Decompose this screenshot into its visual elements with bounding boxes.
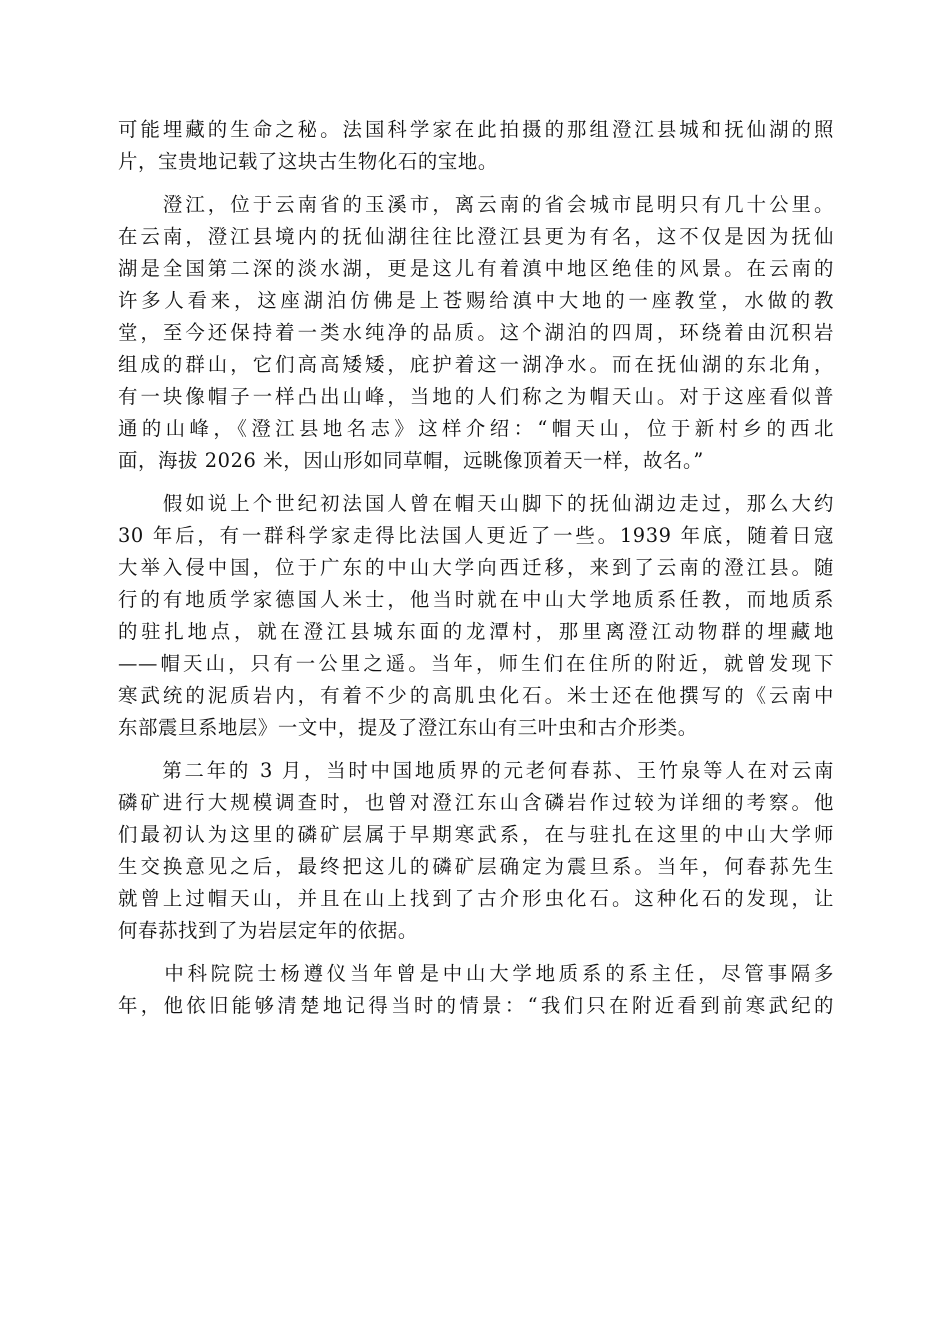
text-line: 何春荪找到了为岩层定年的依据。 <box>118 919 418 942</box>
text-line: ——帽天山，只有一公里之遥。当年，师生们在住所的附近，就曾发现下 <box>118 652 834 675</box>
text-line: 就曾上过帽天山，并且在山上找到了古介形虫化石。这种化石的发现，让 <box>118 887 834 910</box>
text-line: 第二年的 3 月，当时中国地质界的元老何春荪、王竹泉等人在对云南 <box>118 759 834 782</box>
text-line: 片，宝贵地记载了这块古生物化石的宝地。 <box>118 150 498 173</box>
text-line: 面，海拔 2026 米，因山形如同草帽，远眺像顶着天一样，故名。” <box>118 449 704 472</box>
text-line: 澄江，位于云南省的玉溪市，离云南的省会城市昆明只有几十公里。 <box>118 193 834 216</box>
text-line: 组成的群山，它们高高矮矮，庇护着这一湖净水。而在抚仙湖的东北角， <box>118 353 834 376</box>
paragraph-1 <box>118 114 834 178</box>
paragraph-3 <box>118 488 834 744</box>
text-line: 在云南，澄江县境内的抚仙湖往往比澄江县更为有名，这不仅是因为抚仙 <box>118 225 834 248</box>
text-line: 通的山峰，《澄江县地名志》这样介绍：“帽天山，位于新村乡的西北 <box>118 417 834 440</box>
paragraph-4 <box>118 755 834 947</box>
text-line: 行的有地质学家德国人米士，他当时就在中山大学地质系任教，而地质系 <box>118 588 834 611</box>
text-line: 东部震旦系地层》一文中，提及了澄江东山有三叶虫和古介形类。 <box>118 716 698 739</box>
text-line: 磷矿进行大规模调查时，也曾对澄江东山含磷岩作过较为详细的考察。他 <box>118 791 834 814</box>
text-line: 生交换意见之后，最终把这儿的磷矿层确定为震旦系。当年，何春荪先生 <box>118 855 834 878</box>
text-body <box>118 114 834 1033</box>
text-line: 许多人看来，这座湖泊仿佛是上苍赐给滇中大地的一座教堂，水做的教 <box>118 289 834 312</box>
text-line: 堂，至今还保持着一类水纯净的品质。这个湖泊的四周，环绕着由沉积岩 <box>118 321 834 344</box>
text-line: 假如说上个世纪初法国人曾在帽天山脚下的抚仙湖边走过，那么大约 <box>118 492 834 515</box>
text-line: 可能埋藏的生命之秘。法国科学家在此拍摄的那组澄江县城和抚仙湖的照 <box>118 118 834 141</box>
paragraph-5 <box>118 958 834 1022</box>
text-line: 大举入侵中国，位于广东的中山大学向西迁移，来到了云南的澄江县。随 <box>118 556 834 579</box>
text-line: 们最初认为这里的磷矿层属于早期寒武系，在与驻扎在这里的中山大学师 <box>118 823 834 846</box>
text-line: 中科院院士杨遵仪当年曾是中山大学地质系的系主任，尽管事隔多 <box>118 962 834 985</box>
text-line: 有一块像帽子一样凸出山峰，当地的人们称之为帽天山。对于这座看似普 <box>118 385 834 408</box>
text-line: 寒武统的泥质岩内，有着不少的高肌虫化石。米士还在他撰写的《云南中 <box>118 684 834 707</box>
paragraph-2 <box>118 189 834 477</box>
text-line: 年，他依旧能够清楚地记得当时的情景：“我们只在附近看到前寒武纪的 <box>118 994 834 1017</box>
text-line: 的驻扎地点，就在澄江县城东面的龙潭村，那里离澄江动物群的埋藏地 <box>118 620 834 643</box>
text-line: 湖是全国第二深的淡水湖，更是这儿有着滇中地区绝佳的风景。在云南的 <box>118 257 834 280</box>
text-line: 30 年后，有一群科学家走得比法国人更近了一些。1939 年底，随着日寇 <box>118 524 834 547</box>
